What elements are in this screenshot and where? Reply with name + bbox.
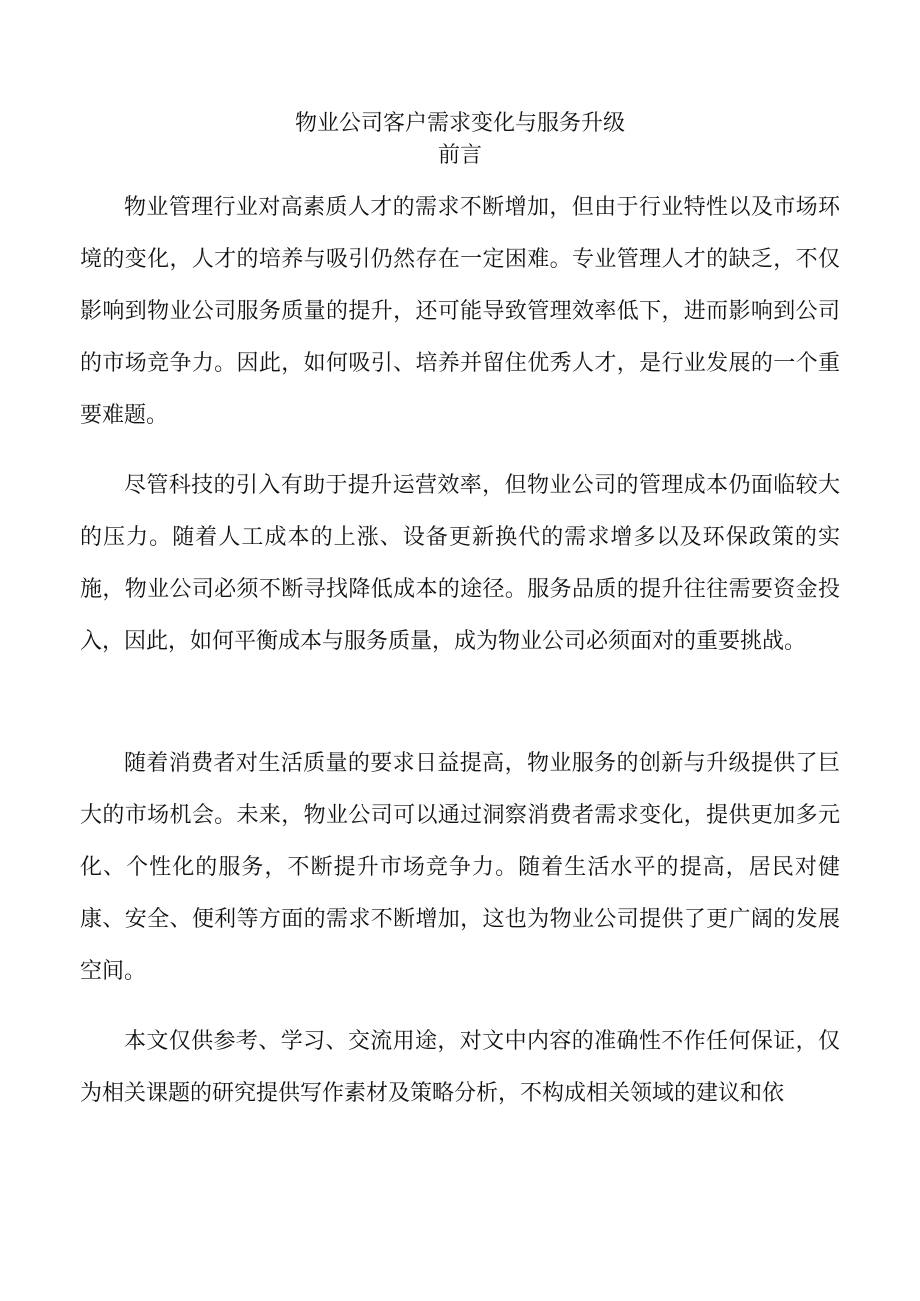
paragraph: 物业管理行业对高素质人才的需求不断增加，但由于行业特性以及市场环境的变化，人才的培养与吸引仍然存在一定困难。专业管理人才的缺乏，不仅影响到物业公司服务质量的提升，还可能导致管理效率低下，进而影响到公司的市场竞争力。因此，如何吸引、培养并留住优秀人才，是行业发展的一个重要难题。 (80, 195, 840, 428)
paragraph: 尽管科技的引入有助于提升运营效率，但物业公司的管理成本仍面临较大的压力。随着人工成本的上涨、设备更新换代的需求增多以及环保政策的实施，物业公司必须不断寻找降低成本的途径。服务品质的提升往往需要资金投入，因此，如何平衡成本与服务质量，成为物业公司必须面对的重要挑战。 (80, 473, 840, 654)
paragraph: 随着消费者对生活质量的要求日益提高，物业服务的创新与升级提供了巨大的市场机会。未来，物业公司可以通过洞察消费者需求变化，提供更加多元化、个性化的服务，不断提升市场竞争力。随着生活水平的提高，居民对健康、安全、便利等方面的需求不断增加，这也为物业公司提供了更广阔的发展空间。 (80, 751, 840, 984)
paragraph: 本文仅供参考、学习、交流用途，对文中内容的准确性不作任何保证，仅为相关课题的研究提供写作素材及策略分析，不构成相关领域的建议和依 (80, 1029, 840, 1106)
document-title: 物业公司客户需求变化与服务升级 (294, 111, 625, 136)
section-heading: 前言 (437, 143, 482, 168)
